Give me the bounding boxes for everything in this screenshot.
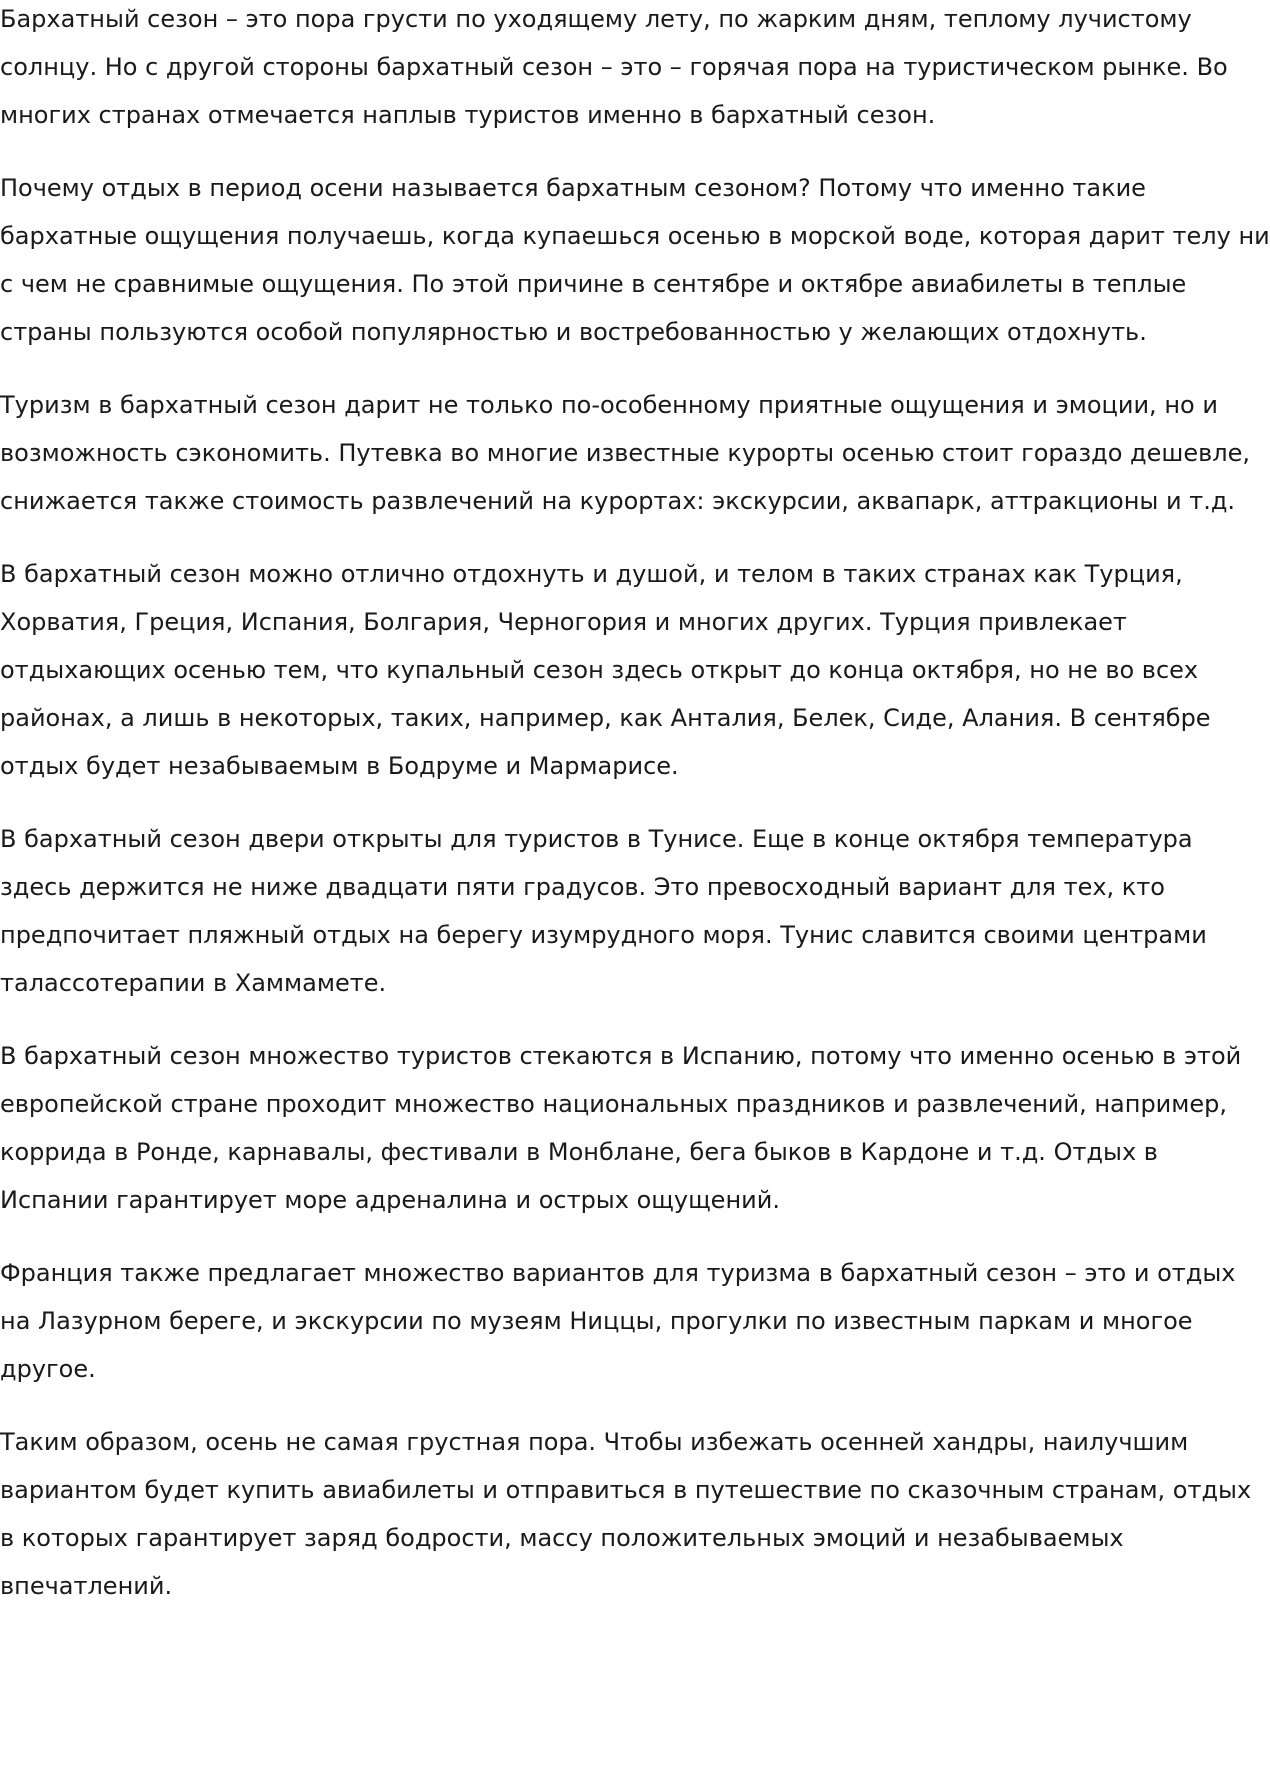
paragraph-1: Бархатный сезон – это пора грусти по уходящему лету, по жарким дням, теплому лучистому солнцу. Но с другой стороны бархатный сезон – это – горячая пора на туристическом рынке. Во многих странах отмечается наплыв туристов именно в бархатный сезон. xyxy=(0,5,1228,129)
paragraph-5: В бархатный сезон двери открыты для туристов в Тунисе. Еще в конце октября температура здесь держится не ниже двадцати пяти градусов. Это превосходный вариант для тех, кто предпочитает пляжный отдых на берегу изумрудного моря. Тунис славится своими центрами талассотерапии в Хаммамете. xyxy=(0,825,1207,997)
paragraph-8: Таким образом, осень не самая грустная пора. Чтобы избежать осенней хандры, наилучшим вариантом будет купить авиабилеты и отправиться в путешествие по сказочным странам, отдых в которых гарантирует заряд бодрости, массу положительных эмоций и незабываемых впечатлений. xyxy=(0,1428,1252,1600)
paragraph-6: В бархатный сезон множество туристов стекаются в Испанию, потому что именно осенью в этой европейской стране проходит множество национальных праздников и развлечений, например, коррида в Ронде, карнавалы, фестивали в Монблане, бега быков в Кардоне и т.д. Отдых в Испании гарантирует море адреналина и острых ощущений. xyxy=(0,1042,1242,1214)
paragraph-3: Туризм в бархатный сезон дарит не только по-особенному приятные ощущения и эмоции, но и возможность сэкономить. Путевка во многие известные курорты осенью стоит гораздо дешевле, снижается также стоимость развлечений на курортах: экскурсии, аквапарк, аттракционы и т.д. xyxy=(0,391,1250,515)
paragraph-2: Почему отдых в период осени называется бархатным сезоном? Потому что именно такие бархатные ощущения получаешь, когда купаешься осенью в морской воде, которая дарит телу ни с чем не сравнимые ощущения. По этой причине в сентябре и октябре авиабилеты в теплые страны пользуются особой популярностью и востребованностью у желающих отдохнуть. xyxy=(0,174,1270,346)
paragraph-4: В бархатный сезон можно отлично отдохнуть и душой, и телом в таких странах как Турция, Хорватия, Греция, Испания, Болгария, Черногория и многих других. Турция привлекает отдыхающих осенью тем, что купальный сезон здесь открыт до конца октября, но не во всех районах, а лишь в некоторых, таких, например, как Анталия, Белек, Сиде, Алания. В сентябре отдых будет незабываемым в Бодруме и Мармарисе. xyxy=(0,560,1211,780)
paragraph-7: Франция также предлагает множество вариантов для туризма в бархатный сезон – это и отдых на Лазурном береге, и экскурсии по музеям Ниццы, прогулки по известным паркам и многое другое. xyxy=(0,1259,1236,1383)
